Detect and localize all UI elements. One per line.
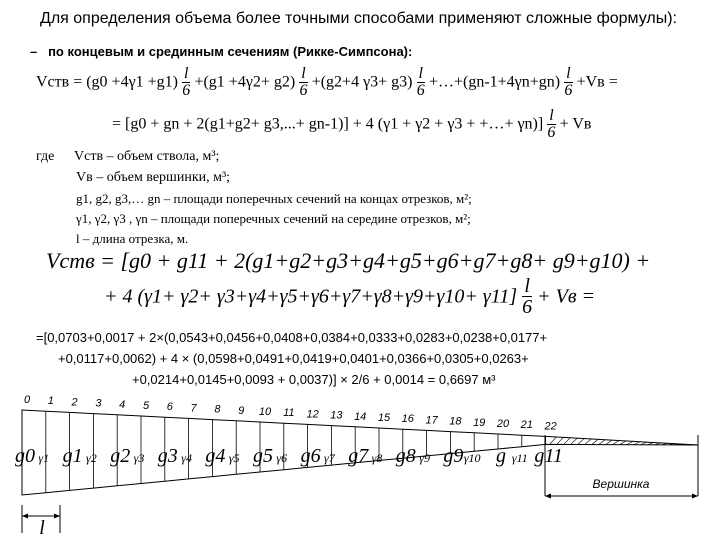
formula-term: +…+(gn-1+4γn+gn) <box>428 73 561 91</box>
section-label-g: g5 <box>253 445 273 467</box>
ruler-number: 7 <box>190 402 197 415</box>
section-label-g: g0 <box>15 445 35 467</box>
section-label-gamma: γ4 <box>181 451 192 465</box>
fraction-l-6: $\frac{l}{6}$ <box>547 107 556 141</box>
section-label-g: g9 <box>443 445 464 467</box>
big-formula-line-1: Vств = [g0 + g11 + 2(g1+g2+g3+g4+g5+g6+g7+g8+ g9+g10) + <box>46 248 651 273</box>
formula-term: + Vв <box>559 115 592 133</box>
calc-line-2: +0,0117+0,0062) + 4 × (0,0598+0,0491+0,0419+0,0401+0,0366+0,0305+0,0263+ <box>58 351 529 366</box>
ruler-number: 19 <box>473 416 486 429</box>
segment-length-marker <box>22 505 60 539</box>
ruler-number: 10 <box>258 406 272 418</box>
section-label-g: g8 <box>395 445 416 467</box>
section-label-gamma: γ9 <box>419 451 430 465</box>
section-label-gamma: γ10 <box>463 451 481 465</box>
section-label-g: g <box>496 445 506 467</box>
ruler-numbers <box>24 394 557 432</box>
ruler-number: 22 <box>544 420 557 433</box>
ruler-number: 1 <box>47 395 54 408</box>
segment-length-label: l <box>39 517 45 539</box>
section-label-g: g1 <box>62 445 83 467</box>
formula-term: +Vв = <box>576 73 618 91</box>
ruler-number: 12 <box>306 408 319 421</box>
legend-item: γ1, γ2, γ3 , γn – площади поперечных сечений на середине отрезков, м²; <box>76 211 471 226</box>
section-label-g: g3 <box>157 445 178 467</box>
ruler-number: 8 <box>214 403 221 416</box>
section-label-g: g2 <box>110 445 131 467</box>
fraction-l-6: $\frac{l}{6}$ <box>299 65 308 99</box>
ruler-number: 13 <box>330 409 343 422</box>
fraction-l-6: $\frac{l}{6}$ <box>564 65 573 99</box>
formula-term: +(g1 +4γ2+ g2) <box>194 73 296 91</box>
calc-line-1: =[0,0703+0,0017 + 2×(0,0543+0,0456+0,0408+0,0384+0,0333+0,0283+0,0238+0,0177+ <box>36 330 548 345</box>
formula-term: +(g2+4 γ3+ g3) <box>311 73 413 91</box>
formula-term: Vств = (g0 +4γ1 +g1) <box>36 73 178 91</box>
section-label-g: g6 <box>300 445 321 467</box>
stem-diagram <box>0 390 720 540</box>
ruler-number: 20 <box>496 418 510 430</box>
ruler-number: 3 <box>95 397 102 410</box>
legend-item: Vв – объем вершинки, м³; <box>76 170 231 185</box>
ruler-number: 0 <box>23 394 31 406</box>
section-label-gamma: γ2 <box>86 451 97 465</box>
section-label-gamma: γ1 <box>38 451 50 465</box>
formula-line-1 <box>36 66 618 99</box>
fraction-l-6: $\frac{l}{6}$ <box>416 65 425 99</box>
ruler-number: 9 <box>238 404 245 417</box>
fraction-l-6: $\frac{l}{6}$ <box>182 65 191 99</box>
ruler-number: 21 <box>520 419 533 432</box>
ruler-number: 11 <box>283 407 295 420</box>
section-labels <box>15 445 563 467</box>
ruler-number: 17 <box>425 414 438 427</box>
section-label-g: g7 <box>348 445 369 467</box>
ruler-number: 14 <box>354 410 367 423</box>
legend-item: l – длина отрезка, м. <box>76 231 189 246</box>
legend-item: g1, g2, g3,… gn – площади поперечных сечений на концах отрезков, м²; <box>76 191 472 206</box>
section-label-g: g11 <box>534 445 563 467</box>
formula-term: = [g0 + gn + 2(g1+g2+ g3,...+ gn-1)] + 4 (γ1 + γ2 + γ3 + +…+ γn)] <box>112 115 544 133</box>
top-label: Вершинка <box>592 477 650 491</box>
big-formula-line-2 <box>104 276 595 317</box>
legend-where: где <box>36 149 55 164</box>
ruler-number: 15 <box>377 412 391 424</box>
section-label-g: g4 <box>205 445 226 467</box>
ruler-number: 6 <box>166 401 173 414</box>
legend-item: Vств – объем ствола, м³; <box>74 149 220 164</box>
ruler-number: 16 <box>401 413 414 426</box>
method-line <box>30 44 412 59</box>
formula-term: + 4 (γ1+ γ2+ γ3+γ4+γ5+γ6+γ7+γ8+γ9+γ10+ γ11] <box>104 285 518 308</box>
section-label-gamma: γ7 <box>324 451 335 465</box>
fraction-l-6: $\frac{l}{6}$ <box>522 275 533 318</box>
section-label-gamma: γ3 <box>133 451 145 465</box>
calc-line-3: +0,0214+0,0145+0,0093 + 0,0037)] × 2/6 + 0,0014 = 0,6697 м³ <box>132 372 496 387</box>
method-title: по концевым и срединным сечениям (Рикке-Симпсона): <box>48 44 413 59</box>
section-label-gamma: γ8 <box>371 451 383 465</box>
ruler-number: 5 <box>142 400 150 412</box>
formula-line-2 <box>112 108 591 141</box>
section-label-gamma: γ11 <box>511 451 528 465</box>
method-dash: – <box>30 44 38 59</box>
formula-term: + Vв = <box>537 285 595 308</box>
ruler-number: 2 <box>71 396 78 409</box>
ruler-number: 18 <box>449 415 462 428</box>
section-label-gamma: γ5 <box>228 451 240 465</box>
section-label-gamma: γ6 <box>276 451 288 465</box>
ruler-number: 4 <box>119 398 126 411</box>
intro-text: Для определения объема более точными способами применяют сложные формулы): <box>40 10 677 27</box>
